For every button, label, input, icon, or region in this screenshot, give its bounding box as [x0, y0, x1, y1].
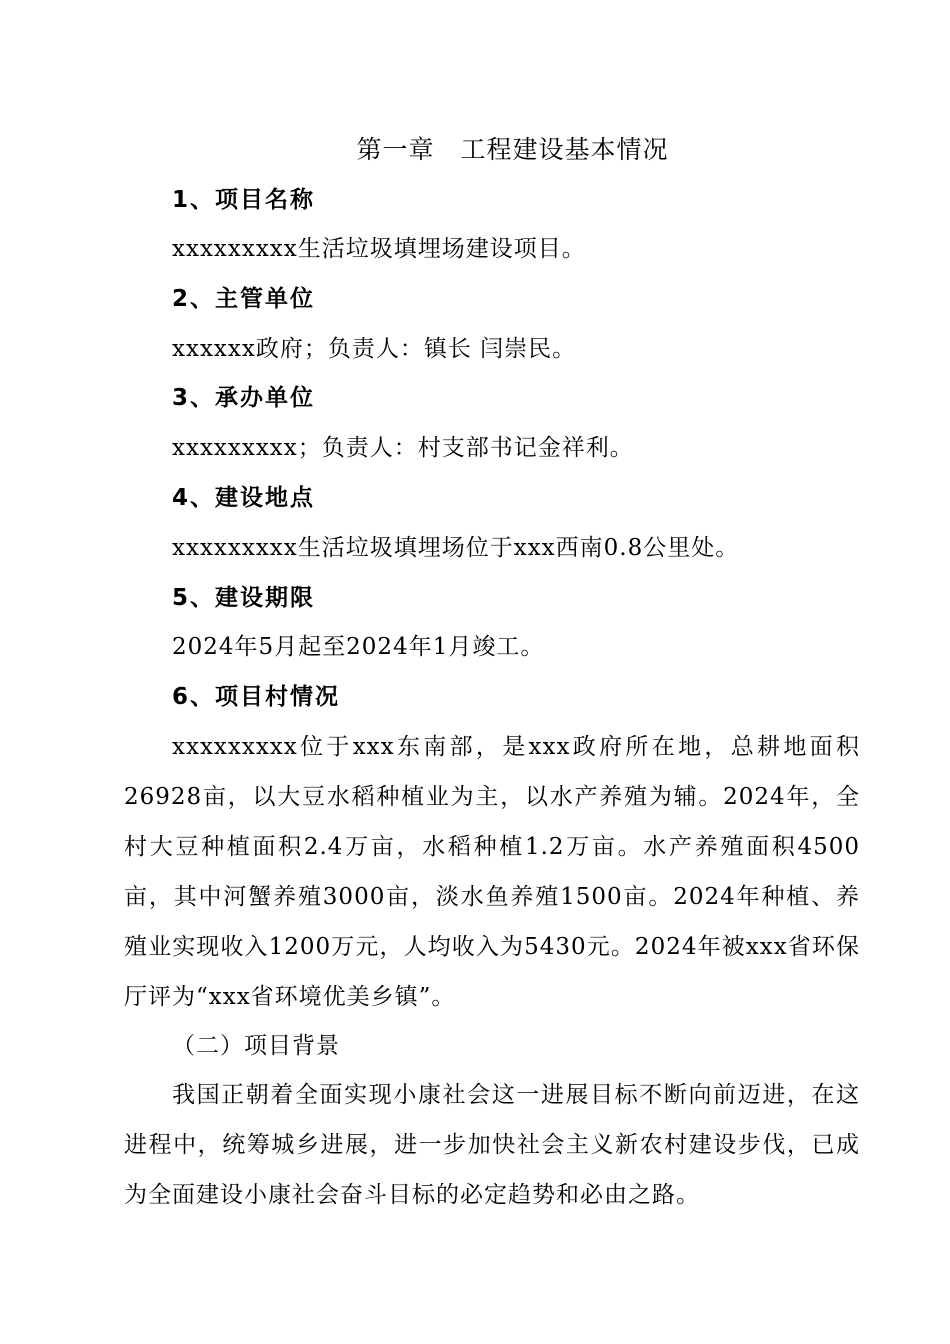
background-paragraph: 我国正朝着全面实现小康社会这一进展目标不断向前迈进，在这进程中，统筹城乡进展，进一步加快社会主义新农村建设步伐，已成为全面建设小康社会奋斗目标的必定趋势和必由之路。: [124, 1082, 860, 1208]
section-heading-period: 5、建设期限: [172, 585, 316, 611]
section-heading-location: 4、建设地点: [172, 485, 316, 511]
section-heading-project-name: 1、项目名称: [172, 187, 316, 213]
section-content-period: 2024年5月起至2024年1月竣工。: [172, 634, 545, 660]
section-heading-village: 6、项目村情况: [172, 684, 341, 710]
section-content-competent-unit: xxxxxx政府；负责人：镇长 闫崇民。: [172, 336, 577, 362]
chapter-title-text: 第一章 工程建设基本情况: [356, 135, 669, 164]
background-heading: （二）项目背景: [172, 1033, 340, 1059]
section-heading-competent-unit: 2、主管单位: [172, 286, 316, 312]
section-heading-undertaking-unit: 3、承办单位: [172, 385, 316, 411]
chapter-title: [0, 128, 950, 172]
section-content-location: xxxxxxxxx生活垃圾填埋场位于xxx西南0.8公里处。: [172, 535, 740, 561]
section-content-undertaking-unit: xxxxxxxxx；负责人：村支部书记金祥利。: [172, 435, 634, 461]
section-content-project-name: xxxxxxxxx生活垃圾填埋场建设项目。: [172, 236, 586, 262]
village-paragraph: xxxxxxxxx位于xxx东南部，是xxx政府所在地，总耕地面积26928亩，以大豆水稻种植业为主，以水产养殖为辅。2024年，全村大豆种植面积2.4万亩，水稻种植1.2万亩。水产养殖面积4500亩，其中河蟹养殖3000亩，淡水鱼养殖1500亩。2024年种植、养殖业实现收入1200万元，人均收入为5430元。2024年被xxx省环保厅评为“xxx省环境优美乡镇”。: [124, 734, 860, 1010]
